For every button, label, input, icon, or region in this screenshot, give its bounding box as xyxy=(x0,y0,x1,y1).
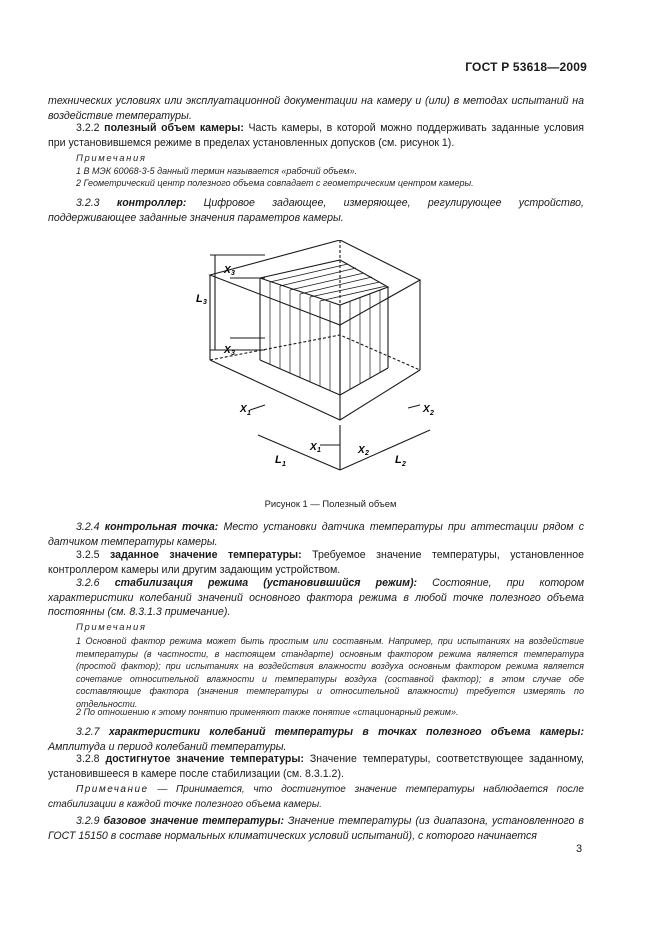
definition-3-2-5 xyxy=(48,548,584,577)
svg-text:1: 1 xyxy=(282,461,286,468)
paragraph-continuation: технических условиях или эксплуатационной документации на камеру и (или) в методах испытаний на воздействие температуры. xyxy=(48,95,584,122)
notes-label: Примечания xyxy=(76,622,147,633)
clause-number: 3.2.2 xyxy=(76,122,100,134)
term: стабилизация режима (установившийся режим): xyxy=(114,577,418,589)
svg-text:1: 1 xyxy=(247,410,251,417)
term: характеристики колебаний температуры в точках полезного объема камеры: xyxy=(108,726,584,738)
definition-text: Место установки датчика температуры при аттестации рядом с датчиком температуры камеры. xyxy=(48,521,584,548)
label-x2-right: X xyxy=(423,404,430,415)
definition-text: Цифровое задающее, измеряющее, регулирующее устройство, поддерживающее заданные значения параметров камеры. xyxy=(48,197,584,224)
svg-text:3: 3 xyxy=(231,270,235,277)
dim-l1-line xyxy=(258,435,340,470)
term: контрольная точка: xyxy=(104,521,219,533)
definition-3-2-7 xyxy=(48,725,584,754)
label-l3: L xyxy=(196,293,203,305)
definition-text: Значение температуры (из диапазона, установленного в ГОСТ 15150 в составе нормальных климатических условий испытаний), с которого начинается xyxy=(48,815,584,842)
definition-text: Амплитуда и период колебаний температуры. xyxy=(48,740,287,753)
definition-3-2-3 xyxy=(48,196,584,225)
label-x2-center: X xyxy=(358,445,365,456)
clause-number: 3.2.9 xyxy=(76,815,100,827)
definition-text: Значение температуры, соответствующее заданному, установившееся в камере после стабилизации (см. 8.3.1.2). xyxy=(48,753,584,780)
page-number: 3 xyxy=(576,843,583,855)
svg-text:2: 2 xyxy=(430,410,434,417)
svg-text:1: 1 xyxy=(317,447,321,454)
definition-3-2-2 xyxy=(48,121,584,150)
figure-useful-volume xyxy=(190,240,450,490)
svg-text:2: 2 xyxy=(402,461,406,468)
label-x3-top: X xyxy=(224,265,231,276)
definition-3-2-4 xyxy=(48,520,584,549)
note-label: Примечание xyxy=(76,784,149,795)
label-x1-left: X xyxy=(240,404,247,415)
inner-side-hatching xyxy=(270,282,380,390)
term: достигнутое значение температуры: xyxy=(105,753,304,765)
definition-text: Требуемое значение температуры, установленное контроллером камеры или другим задающим устройством. xyxy=(48,549,584,576)
standard-header: ГОСТ Р 53618—2009 xyxy=(465,60,587,74)
dim-l2-line xyxy=(340,430,430,470)
clause-number: 3.2.8 xyxy=(76,753,100,765)
clause-number: 3.2.5 xyxy=(76,549,100,561)
term: контроллер: xyxy=(116,197,187,209)
note-1: 1 Основной фактор режима может быть простым или составным. Например, при испытаниях на воздействие температуры (в частности, в настоящем стандарте) основным фактором режима является температура (простой фактор); при испытаниях на воздействия влажности воздуха основным фактором режима является сочетание относительной влажности и температуры воздуха (составной фактор); в этом случае обе составляющие фактора (значения температуры и относительной влажности) требуется измерять по отдельности. xyxy=(76,636,584,709)
note-2: 2 Геометрический центр полезного объема совпадает с геометрическим центром камеры. xyxy=(76,178,474,188)
clause-number: 3.2.3 xyxy=(76,197,100,209)
note-1: 1 В МЭК 60068-3-5 данный термин называется «рабочий объем». xyxy=(76,166,358,176)
label-l2: L xyxy=(395,454,402,466)
svg-text:3: 3 xyxy=(231,350,235,357)
inner-top-hatching xyxy=(270,264,386,301)
notes-label: Примечания xyxy=(76,153,147,164)
clause-number: 3.2.7 xyxy=(76,726,100,738)
dim-x2-leader xyxy=(408,405,420,408)
term: полезный объем камеры: xyxy=(104,122,244,134)
figure-caption: Рисунок 1 — Полезный объем xyxy=(264,498,397,509)
definition-text: Часть камеры, в которой можно поддерживать заданные условия при установившемся режиме в пределах установленных допусков (см. рисунок 1). xyxy=(48,122,584,149)
note-3-2-8 xyxy=(48,783,584,812)
note-text: — Принимается, что достигнутое значение температуры наблюдается после стабилизации в каждой точке полезного объема камеры. xyxy=(48,784,584,810)
note-2: 2 По отношению к этому понятию применяют также понятие «стационарный режим». xyxy=(76,707,459,717)
term: базовое значение температуры: xyxy=(103,815,285,827)
svg-text:2: 2 xyxy=(365,450,369,457)
clause-number: 3.2.4 xyxy=(76,521,100,533)
label-x1-center: X xyxy=(310,442,317,453)
inner-bottom xyxy=(260,360,388,395)
definition-3-2-9 xyxy=(48,814,584,843)
definition-text: Состояние, при котором характеристики колебаний значений основного фактора режима в любой точке полезного объема постоянны (см. 8.3.1.3 примечание). xyxy=(48,577,584,618)
label-x3-bottom: X xyxy=(224,345,231,356)
definition-3-2-6 xyxy=(48,576,584,620)
label-l1: L xyxy=(275,454,282,466)
svg-text:3: 3 xyxy=(203,299,207,306)
clause-number: 3.2.6 xyxy=(76,577,100,589)
term: заданное значение температуры: xyxy=(110,549,302,561)
definition-3-2-8 xyxy=(48,752,584,781)
dim-x1-leader xyxy=(250,405,265,410)
